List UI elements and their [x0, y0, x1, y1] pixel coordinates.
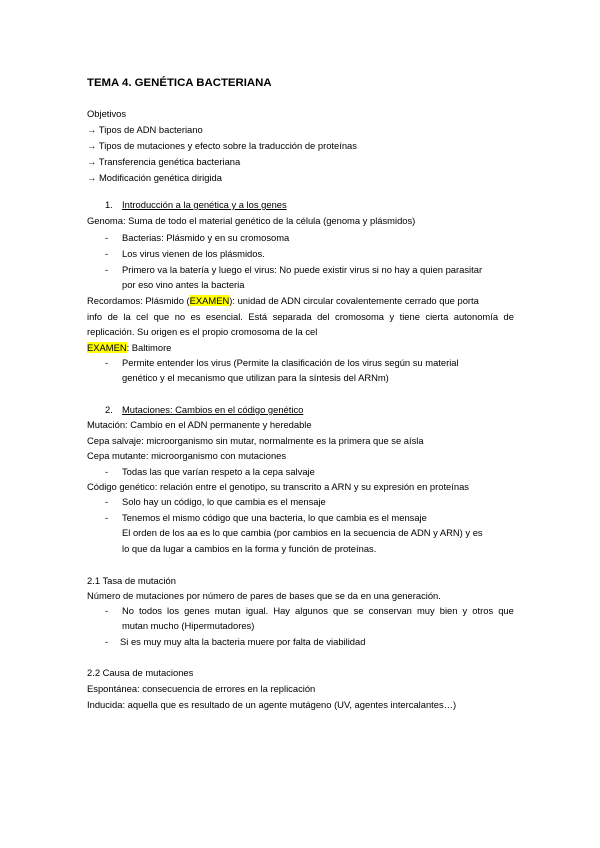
bullet-dash: - — [105, 264, 109, 275]
subsection-heading: 2.2 Causa de mutaciones — [87, 667, 194, 678]
tasa-definition: Número de mutaciones por número de pares de bases que se da en una generación. — [87, 590, 441, 601]
bullet-dash: - — [105, 357, 109, 368]
bullet-dash: - — [105, 232, 109, 243]
recordamos-line — [87, 295, 479, 307]
objectives-heading: Objetivos — [87, 108, 127, 119]
bullet-text: Si es muy muy alta la bacteria muere por falta de viabilidad — [120, 636, 366, 647]
objective-item: → Tipos de mutaciones y efecto sobre la traducción de proteínas — [87, 140, 357, 151]
bullet-dash: - — [105, 248, 109, 259]
bullet-dash: - — [105, 636, 109, 647]
baltimore-label: : Baltimore — [126, 342, 172, 353]
bullet-text-cont: lo que da lugar a cambios en la forma y función de proteínas. — [122, 543, 377, 554]
examen-highlight: EXAMEN — [87, 342, 127, 353]
objective-item: → Tipos de ADN bacteriano — [87, 124, 203, 135]
recordamos-line-2: info de la cel que no es esencial. Está separada del cromosoma y tiene cierta autonomía de — [87, 311, 514, 322]
espontanea-definition: Espontánea: consecuencia de errores en la replicación — [87, 683, 316, 694]
examen-highlight: EXAMEN — [189, 295, 230, 306]
recordamos-post: ): unidad de ADN circular covalentemente cerrado que porta — [229, 295, 479, 306]
bullet-dash: - — [105, 496, 109, 507]
bullet-text: Tenemos el mismo código que una bacteria, lo que cambia es el mensaje — [122, 512, 427, 523]
bullet-text: Bacterias: Plásmido y en su cromosoma — [122, 232, 290, 243]
objective-item: → Modificación genética dirigida — [87, 172, 222, 183]
bullet-text-cont: por eso vino antes la bacteria — [122, 279, 245, 290]
bullet-text: No todos los genes mutan igual. Hay algunos que se conservan muy bien y otros que — [122, 605, 514, 616]
bullet-text: Todas las que varían respeto a la cepa salvaje — [122, 466, 315, 477]
bullet-text: Los virus vienen de los plásmidos. — [122, 248, 265, 259]
bullet-text: Solo hay un código, lo que cambia es el mensaje — [122, 496, 326, 507]
bullet-text: Permite entender los virus (Permite la clasificación de los virus según su material — [122, 357, 459, 368]
section-heading: Introducción a la genética y a los genes — [122, 199, 287, 210]
cepa-salvaje-definition: Cepa salvaje: microorganismo sin mutar, normalmente es la primera que se aísla — [87, 435, 424, 446]
section-number: 1. — [105, 199, 113, 210]
recordamos-line-3: replicación. Su origen es el propio cromosoma de la cel — [87, 326, 318, 337]
bullet-dash: - — [105, 512, 109, 523]
mutacion-definition: Mutación: Cambio en el ADN permanente y heredable — [87, 419, 312, 430]
genoma-definition: Genoma: Suma de todo el material genético de la célula (genoma y plásmidos) — [87, 215, 416, 226]
codigo-definition: Código genético: relación entre el genotipo, su transcrito a ARN y su expresión en proteínas — [87, 481, 469, 492]
section-heading: Mutaciones: Cambios en el código genético — [122, 404, 304, 415]
recordamos-pre: Recordamos: Plásmido ( — [87, 295, 190, 306]
bullet-text-cont: mutan mucho (Hipermutadores) — [122, 620, 255, 631]
bullet-dash: - — [105, 605, 109, 616]
page-title: TEMA 4. GENÉTICA BACTERIANA — [87, 77, 272, 89]
inducida-definition: Inducida: aquella que es resultado de un agente mutágeno (UV, agentes intercalantes…) — [87, 699, 457, 710]
cepa-mutante-definition: Cepa mutante: microorganismo con mutaciones — [87, 450, 287, 461]
bullet-text-cont: El orden de los aa es lo que cambia (por cambios en la secuencia de ADN y ARN) y es — [122, 527, 483, 538]
subsection-heading: 2.1 Tasa de mutación — [87, 575, 176, 586]
objective-item: → Transferencia genética bacteriana — [87, 156, 241, 167]
bullet-text: Primero va la batería y luego el virus: No puede existir virus si no hay a quien parasitar — [122, 264, 483, 275]
section-number: 2. — [105, 404, 113, 415]
baltimore-line — [87, 342, 171, 354]
bullet-text-cont: genético y el mecanismo que utilizan para la síntesis del ARNm) — [122, 372, 389, 383]
bullet-dash: - — [105, 466, 109, 477]
